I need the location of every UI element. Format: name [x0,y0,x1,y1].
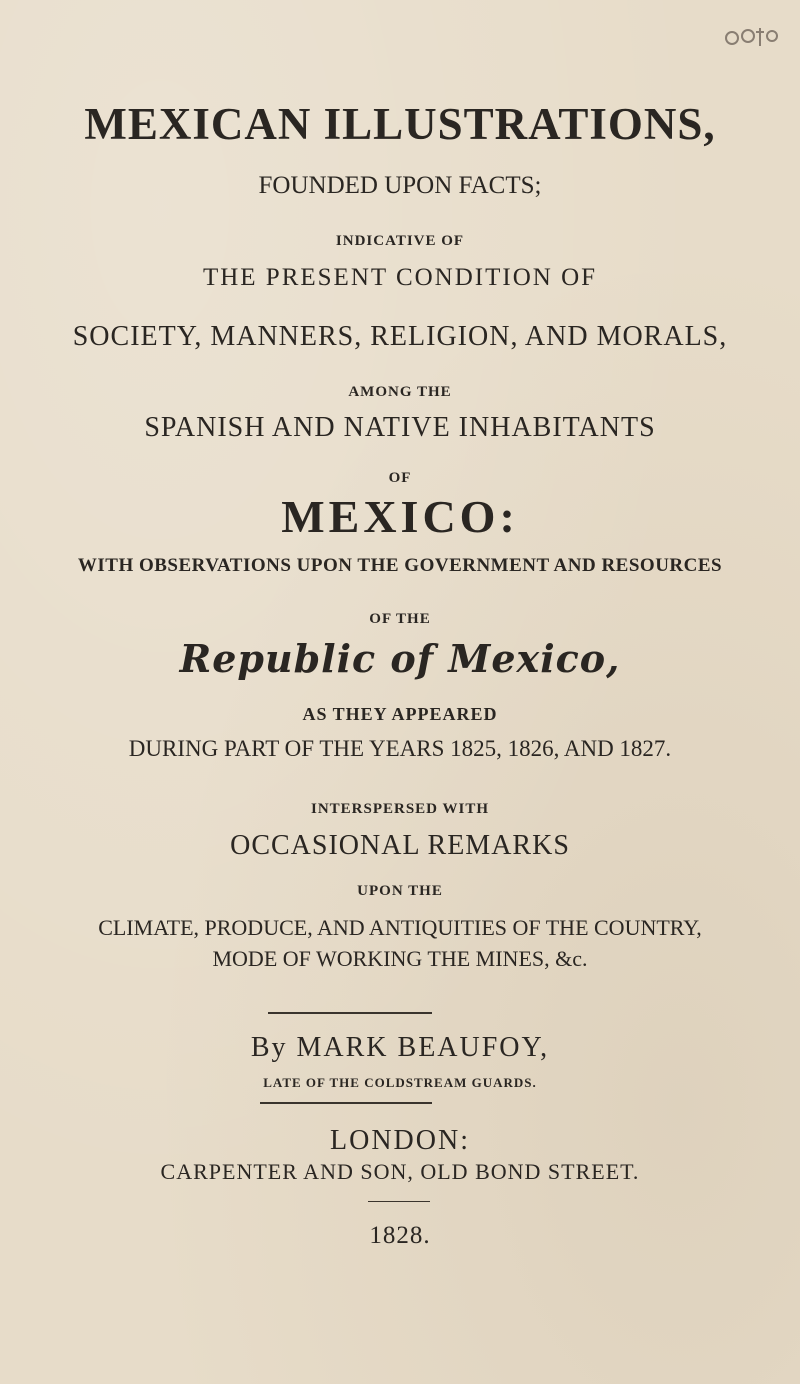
imprint-year: 1828. [369,1222,431,1249]
imprint-publisher: CARPENTER AND SON, OLD BOND STREET. [160,1159,640,1184]
main-title: MEXICAN ILLUSTRATIONS, [84,99,716,149]
subtitle-of: OF [388,470,412,486]
subtitle-during: DURING PART OF THE YEARS 1825, 1826, AND 1827. [128,736,672,761]
subtitle-observations: WITH OBSERVATIONS UPON THE GOVERNMENT AND RESOURCES [77,555,723,576]
subtitle-present-condition: THE PRESENT CONDITION OF [202,264,598,291]
author-line: By MARK BEAUFOY, [250,1032,550,1063]
subtitle-interspersed: INTERSPERSED WITH [310,801,490,817]
subtitle-indicative: INDICATIVE OF [335,233,465,249]
divider-bottom [260,1102,432,1104]
subtitle-society: SOCIETY, MANNERS, RELIGION, AND MORALS, [72,321,728,352]
subtitle-mode: MODE OF WORKING THE MINES, &c. [212,946,588,971]
divider-top [268,1012,432,1014]
subtitle-climate: CLIMATE, PRODUCE, AND ANTIQUITIES OF THE COUNTRY, [98,915,702,940]
author-affiliation: LATE OF THE COLDSTREAM GUARDS. [263,1075,537,1090]
subtitle-spanish: SPANISH AND NATIVE INHABITANTS [144,412,656,443]
subtitle-republic: Republic of Mexico, [179,636,621,681]
imprint-city: LONDON: [330,1125,470,1156]
subtitle-of-the: OF THE [369,611,431,627]
subtitle-founded: FOUNDED UPON FACTS; [258,172,542,199]
library-stamp-icon [724,22,778,52]
subtitle-upon-the: UPON THE [357,883,443,899]
subtitle-occasional: OCCASIONAL REMARKS [230,830,570,861]
divider-short [368,1201,430,1202]
subtitle-as-they: AS THEY APPEARED [302,704,498,724]
subtitle-mexico: MEXICO: [281,491,519,542]
subtitle-among: AMONG THE [348,384,452,400]
